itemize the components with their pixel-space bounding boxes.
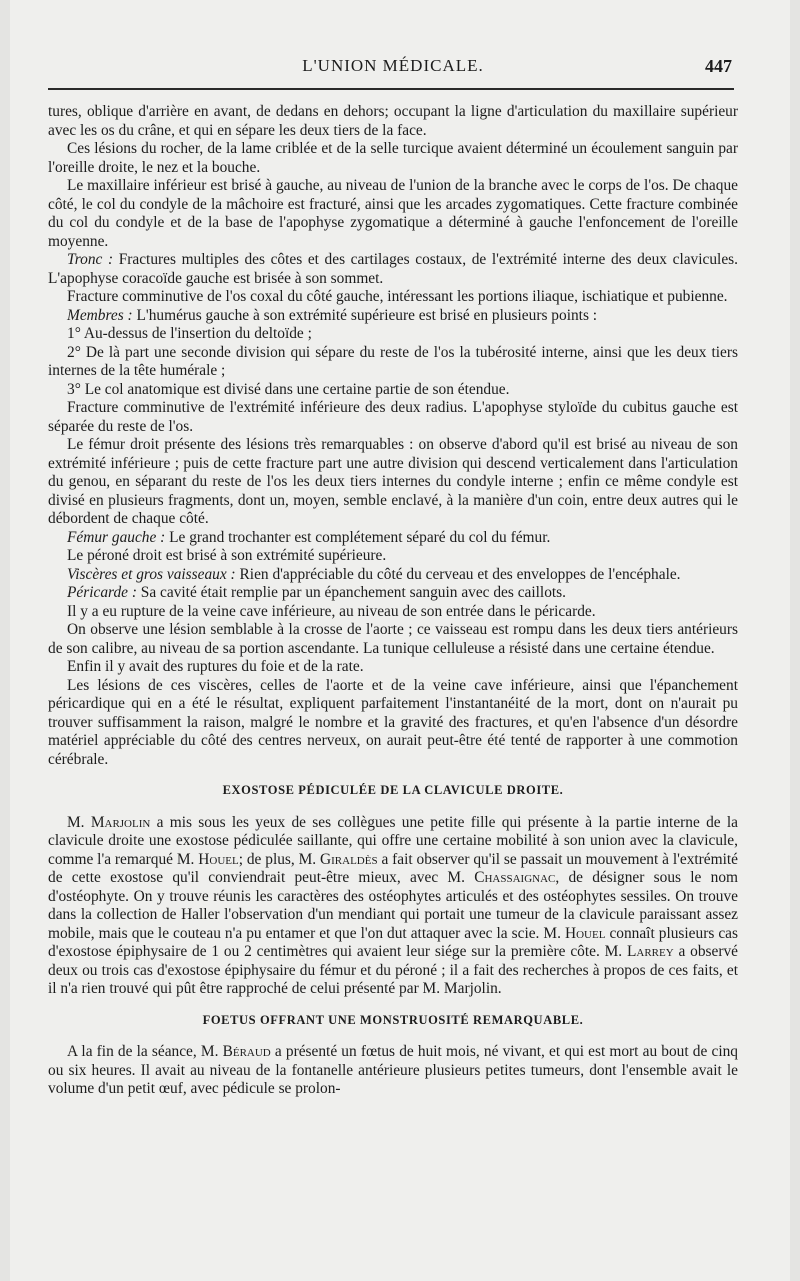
paragraph-text: tures, oblique d'arrière en avant, de dedans en dehors; occupant la ligne d'articulation du maxillaire supérieur avec les os du crâne, et qui en sépare les deux tiers de la face. xyxy=(48,103,738,139)
body-paragraph xyxy=(48,566,738,585)
paragraph-text: Fracture comminutive de l'extrémité inférieure des deux radius. L'apophyse styloïde du cubitus gauche est séparée du reste de l'os. xyxy=(48,399,738,435)
body-paragraph xyxy=(48,658,738,677)
journal-title: L'UNION MÉDICALE. xyxy=(302,56,484,75)
paragraph-text: Le maxillaire inférieur est brisé à gauche, au niveau de l'union de la branche avec le corps de l'os. De chaque côté, le col du condyle de la mâchoire est fracturé, ainsi que les arcades zygomatiques. Cette fracture combinée du col du condyle et de la base de l'apophyse zygomatique a déterminé à gauche l'enfoncement de l'oreille moyenne. xyxy=(48,177,738,250)
paragraph-text: Le péroné droit est brisé à son extrémité supérieure. xyxy=(67,547,387,564)
paragraph-text: 1° Au-dessus de l'insertion du deltoïde ; xyxy=(67,325,312,342)
section-heading-foetus: FOETUS OFFRANT UNE MONSTRUOSITÉ REMARQUABLE. xyxy=(202,1012,584,1027)
paragraph-text: Fracture comminutive de l'os coxal du côté gauche, intéressant les portions iliaque, ischiatique et pubienne. xyxy=(67,288,728,305)
body-paragraph xyxy=(48,177,738,251)
paragraph-text: Rien d'appréciable du côté du cerveau et des enveloppes de l'encéphale. xyxy=(235,565,681,583)
paragraph-text: Le fémur droit présente des lésions très remarquables : on observe d'abord qu'il est brisé au niveau de son extrémité inférieure ; puis de cette fracture part une autre division qui descend verticalement dans l'articulation du genou, en séparant du reste de l'os les deux tiers internes du condyle interne ; enfin ce même condyle est divisé en plusieurs fragments, dont un, moyen, semble enclavé, à la manière d'un coin, entre deux autres qui le débordent de chaque côté. xyxy=(48,436,738,527)
body-paragraph xyxy=(48,288,738,307)
body-paragraph xyxy=(48,529,738,548)
person-name: Marjolin xyxy=(90,813,151,831)
paragraph-text: L'humérus gauche à son extrémité supérieure est brisé en plusieurs points : xyxy=(132,306,598,324)
body-paragraph xyxy=(48,103,738,140)
body-paragraph xyxy=(48,677,738,770)
paragraph-lead: Tronc : xyxy=(67,251,114,268)
body-paragraph xyxy=(48,399,738,436)
person-name: Chassaignac xyxy=(474,869,556,886)
paragraph-text: Il y a eu rupture de la veine cave inférieure, au niveau de son entrée dans le péricarde. xyxy=(67,602,596,620)
person-name: Béraud xyxy=(222,1043,271,1060)
body-paragraph xyxy=(48,325,738,344)
person-name: Giraldès xyxy=(320,850,378,868)
paragraph-text: Sa cavité était remplie par un épanchement sanguin avec des caillots. xyxy=(136,584,567,601)
header-rule xyxy=(48,88,734,90)
body-paragraph xyxy=(48,603,738,622)
body-paragraph xyxy=(48,344,738,381)
paragraph-text: 2° De là part une seconde division qui sépare du reste de l'os la tubérosité interne, ainsi que les deux tiers internes de la tête humérale ; xyxy=(48,343,738,379)
body-paragraph xyxy=(48,307,738,326)
person-name: Houel xyxy=(564,924,606,942)
section-heading-exostose: EXOSTOSE PÉDICULÉE DE LA CLAVICULE DROITE. xyxy=(222,783,564,797)
running-header xyxy=(48,56,738,84)
paragraph-text: Fractures multiples des côtes et des cartilages costaux, de l'extrémité interne des deux clavicules. L'apophyse coracoïde gauche est brisée à son sommet. xyxy=(48,251,738,287)
body-paragraph xyxy=(48,584,738,603)
paragraph-text: 3° Le col anatomique est divisé dans une certaine partie de son étendue. xyxy=(67,380,510,398)
body-paragraph xyxy=(48,381,738,400)
page-number: 447 xyxy=(705,56,732,76)
paragraph-lead: Viscères et gros vaisseaux : xyxy=(67,565,236,583)
exostose-paragraph: M. Marjolin a mis sous les yeux de ses collègues une petite fille qui présente à la partie interne de la clavicule droite une exostose pédiculée saillante, qui offre une certaine mobilité à son union avec la clavicule, comme l'a remarqué M. Houel; de plus, M. Giraldès a fait observer qu'il se passait un mouvement à l'extrémité de cette exostose qu'il conviendrait peut-être mieux, avec M. Chassaignac, de désigner sous le nom d'ostéophyte. On y trouve réunis les caractères des ostéophytes articulés et des ostéophytes sessiles. On trouve dans la collection de Haller l'observation d'un mendiant qui portait une tumeur de la clavicule paraissant assez mobile, mais que le couteau n'a pu entamer et que l'on dut attaquer avec la scie. M. Houel connaît plusieurs cas d'exostose épiphysaire de 1 ou 2 centimètres qui avaient leur siége sur la première côte. M. Larrey a observé deux ou trois cas d'exostose épiphysaire du fémur et du péroné ; il a fait des recherches à propos de ces faits, et il n'a rien trouvé qui pût être rapproché de celui présenté par M. Marjolin. xyxy=(48,813,738,997)
foetus-paragraph: A la fin de la séance, M. Béraud a présenté un fœtus de huit mois, né vivant, et qui est mort au bout de cinq ou six heures. Il avait au niveau de la fontanelle antérieure plusieurs petites tumeurs, dont l'ensemble avait le volume d'un petit œuf, avec pédicule se prolon- xyxy=(48,1043,738,1097)
paragraph-lead: Membres : xyxy=(67,306,133,324)
paragraph-lead: Péricarde : xyxy=(67,584,137,601)
paragraph-text: On observe une lésion semblable à la crosse de l'aorte ; ce vaisseau est rompu dans les deux tiers antérieurs de son calibre, au niveau de sa portion ascendante. La tunique celluleuse a résisté dans une certaine étendue. xyxy=(48,621,738,657)
body-paragraph xyxy=(48,251,738,288)
body-paragraph xyxy=(48,140,738,177)
paragraph-text: Le grand trochanter est complétement séparé du col du fémur. xyxy=(165,528,551,546)
body-paragraph xyxy=(48,621,738,658)
person-name: Larrey xyxy=(626,943,674,960)
paragraph-text: Ces lésions du rocher, de la lame criblée et de la selle turcique avaient déterminé un écoulement sanguin par l'oreille droite, le nez et la bouche. xyxy=(48,140,738,176)
paragraph-text: Les lésions de ces viscères, celles de l'aorte et de la veine cave inférieure, ainsi que l'épanchement péricardique qui en a été le résultat, expliquent parfaitement l'instantanéité de la mort, dont on n'aurait pu trouver suffisamment la raison, malgré le nombre et la gravité des fractures, et qu'en l'absence d'un désordre matériel appréciable du côté des centres nerveux, on aurait peut-être été tenté de rapporter à une commotion cérébrale. xyxy=(48,676,738,768)
person-name: Houel xyxy=(198,850,239,868)
autopsy-report xyxy=(48,103,738,769)
article-body xyxy=(48,103,738,1099)
body-paragraph xyxy=(48,547,738,566)
paragraph-lead: Fémur gauche : xyxy=(67,528,166,546)
body-paragraph xyxy=(48,436,738,529)
page xyxy=(10,0,790,1281)
paragraph-text: Enfin il y avait des ruptures du foie et de la rate. xyxy=(67,658,364,675)
